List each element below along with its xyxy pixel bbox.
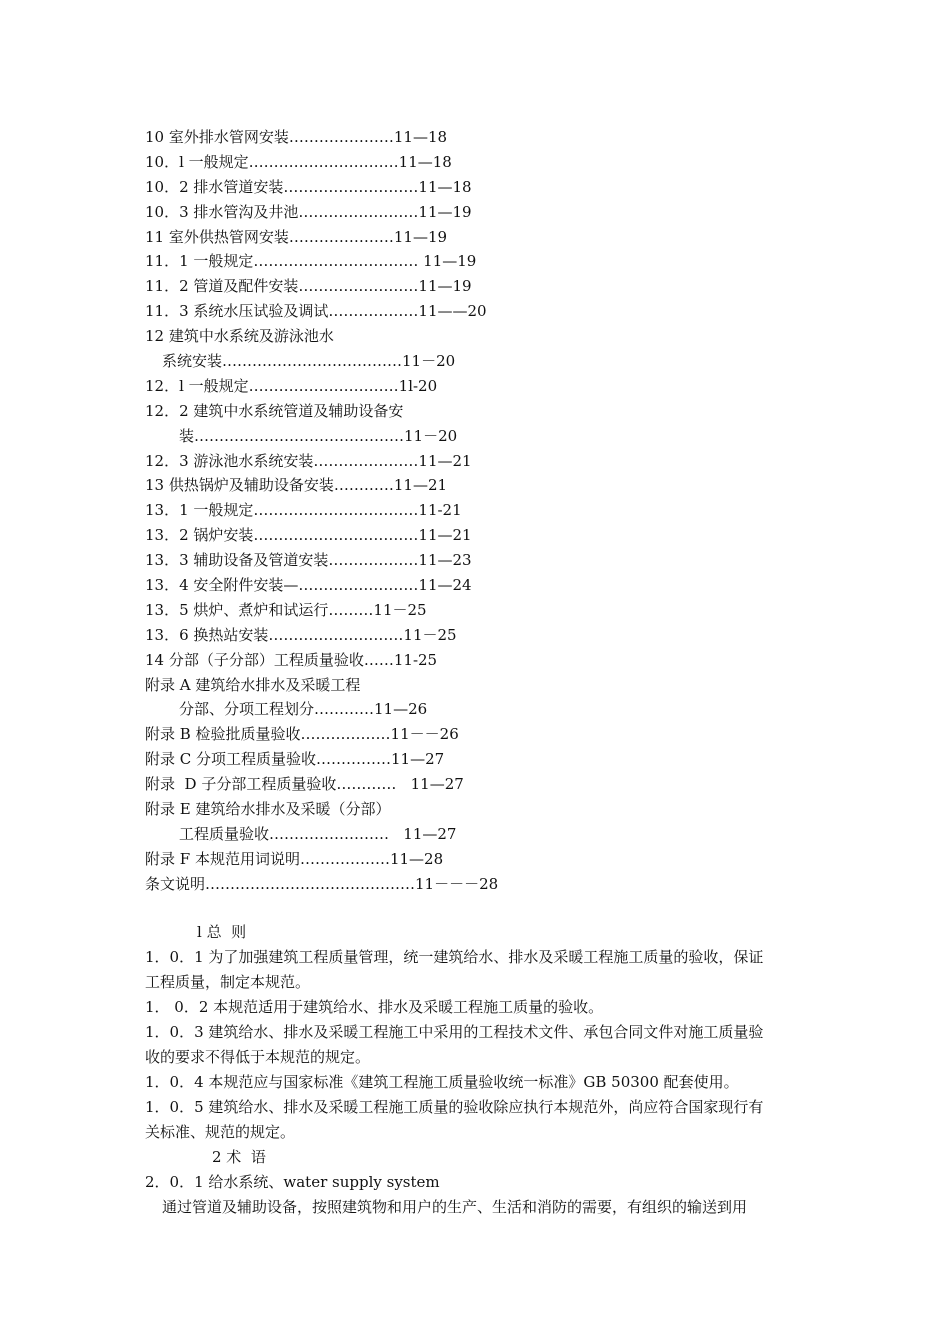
toc-entry: 11 室外供热管网安装…………………11—19	[145, 227, 448, 246]
toc-entry: 附录 E 建筑给水排水及采暖（分部）	[145, 800, 391, 819]
clause-1-0-1-line-1: 1．0．1 为了加强建筑工程质量管理，统一建筑给水、排水及采暖工程施工质量的验收，保证	[145, 948, 764, 966]
toc-entry: 12．3 游泳池水系统安装…………………11—21	[145, 451, 472, 470]
toc-entry: 13．4 安全附件安装—……………………11—24	[145, 576, 472, 595]
toc-entry: 附录 F 本规范用词说明………………11—28	[145, 849, 444, 868]
toc-entry: 13．2 锅炉安装……………………………11—21	[145, 526, 472, 545]
toc-entry: 10 室外排水管网安装…………………11—18	[145, 128, 448, 146]
toc-entry: 条文说明……………………………………11－－－28	[145, 874, 499, 893]
toc-entry: 13 供热锅炉及辅助设备安装…………11—21	[145, 476, 448, 495]
toc-entry: 附录 B 检验批质量验收………………11－－26	[145, 725, 459, 744]
toc-entry: 11．1 一般规定…………………………… 11—19	[145, 252, 477, 271]
clause-1-0-2: 1． 0．2 本规范适用于建筑给水、排水及采暖工程施工质量的验收。	[145, 998, 604, 1016]
toc-entry: 13．3 辅助设备及管道安装………………11—23	[145, 551, 472, 570]
toc-entry: 装……………………………………11－20	[179, 426, 458, 445]
clause-1-0-5-line-2: 关标准、规范的规定。	[145, 1123, 296, 1141]
toc-entry: 12．2 建筑中水系统管道及辅助设备安	[145, 401, 404, 420]
clause-1-0-3-line-1: 1．0．3 建筑给水、排水及采暖工程施工中采用的工程技术文件、承包合同文件对施工质量验	[145, 1023, 764, 1041]
toc-entry: 12 建筑中水系统及游泳池水	[145, 327, 334, 346]
toc-entry: 附录 A 建筑给水排水及采暖工程	[145, 675, 361, 694]
toc-entry: 12．l 一般规定…………………………1l-20	[145, 376, 438, 395]
clause-2-0-1: 2．0．1 给水系统、water supply system	[145, 1173, 440, 1191]
chapter-1-title: l 总 则	[197, 923, 247, 941]
toc-entry: 13．5 烘炉、煮炉和试运行………11－25	[145, 600, 427, 619]
clause-1-0-3-line-2: 收的要求不得低于本规范的规定。	[145, 1048, 371, 1066]
toc-entry: 分部、分项工程划分…………11—26	[179, 700, 428, 719]
toc-entry: 10．2 排水管道安装………………………11—18	[145, 177, 472, 196]
toc-entry: 11．2 管道及配件安装……………………11—19	[145, 277, 472, 296]
clause-2-0-1-definition: 通过管道及辅助设备，按照建筑物和用户的生产、生活和消防的需要，有组织的输送到用	[162, 1198, 748, 1216]
clause-1-0-4: 1．0．4 本规范应与国家标准《建筑工程施工质量验收统一标准》GB 50300 配套使用。	[145, 1073, 739, 1091]
toc-entry: 附录 D 子分部工程质量验收………… 11—27	[145, 775, 464, 794]
toc-entry: 工程质量验收…………………… 11—27	[179, 824, 457, 843]
table-of-contents	[145, 125, 845, 897]
toc-entry: 11．3 系统水压试验及调试………………11——20	[145, 302, 487, 321]
chapter-2-title: 2 术 语	[212, 1148, 266, 1166]
toc-entry: 10．l 一般规定…………………………11—18	[145, 152, 452, 171]
body-section	[145, 920, 810, 1220]
toc-entry: 附录 C 分项工程质量验收……………11—27	[145, 750, 445, 769]
clause-1-0-5-line-1: 1．0．5 建筑给水、排水及采暖工程施工质量的验收除应执行本规范外，尚应符合国家现行有	[145, 1098, 764, 1116]
clause-1-0-1-line-2: 工程质量，制定本规范。	[145, 973, 311, 991]
toc-entry: 13．1 一般规定……………………………11-21	[145, 501, 462, 520]
toc-entry: 10．3 排水管沟及井池……………………11—19	[145, 202, 472, 221]
toc-entry: 系统安装………………………………11－20	[162, 352, 456, 371]
toc-entry: 13．6 换热站安装………………………11－25	[145, 625, 457, 644]
toc-entry: 14 分部（子分部）工程质量验收……11-25	[145, 650, 438, 669]
